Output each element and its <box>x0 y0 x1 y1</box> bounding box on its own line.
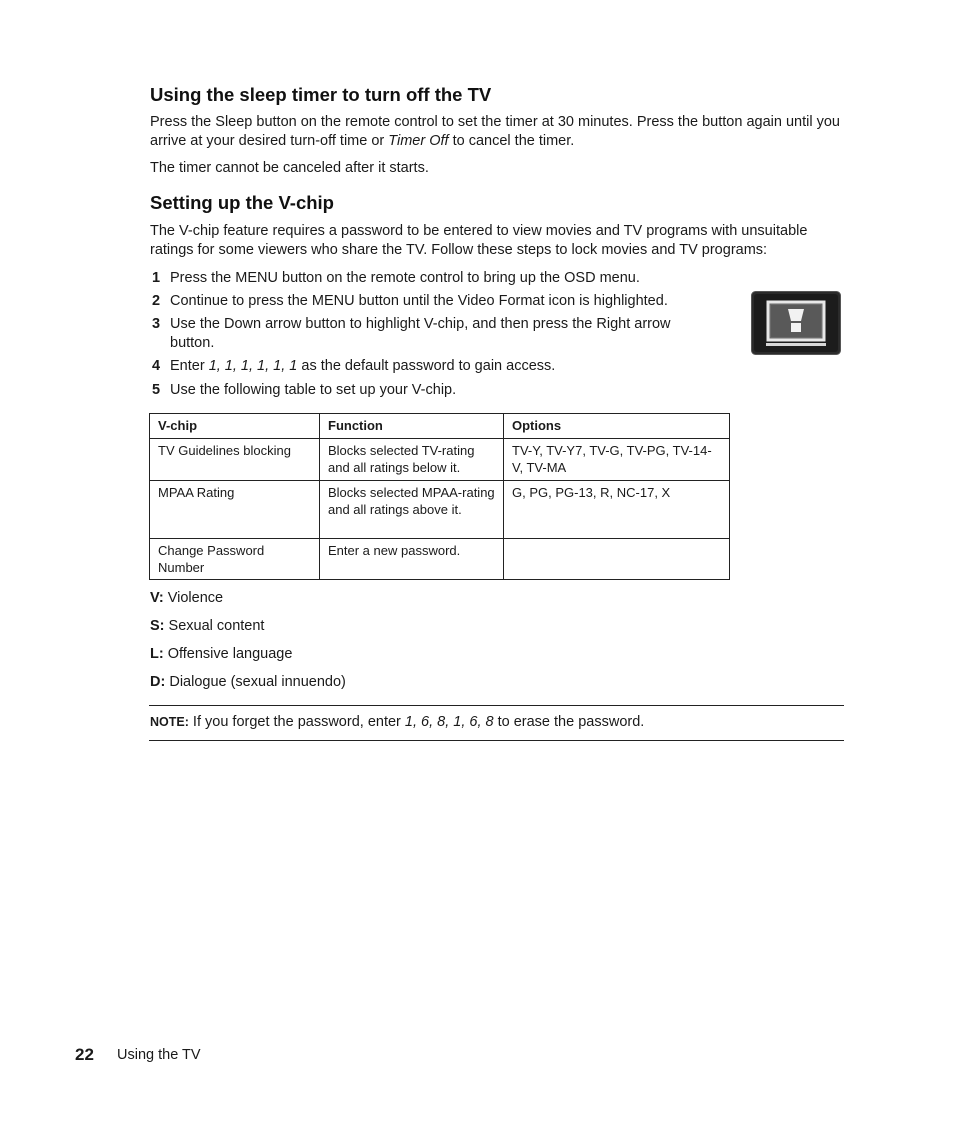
tv-video-format-icon <box>751 291 841 355</box>
footer-section-title: Using the TV <box>117 1047 201 1063</box>
vchip-heading: Setting up the V-chip <box>150 192 334 213</box>
vchip-intro: The V-chip feature requires a password to be entered to view movies and TV programs with unsuitable ratings for some viewers who share the TV. Follow these steps to lock movies and TV programs: <box>150 223 808 258</box>
step-3: 3 Use the Down arrow button to highlight V-chip, and then press the Right arrow button. <box>152 316 671 351</box>
table-cell: Enter a new password. <box>320 539 504 580</box>
table-cell: TV Guidelines blocking <box>150 439 320 481</box>
table-cell: MPAA Rating <box>150 481 320 539</box>
table-cell: Change Password Number <box>150 539 320 580</box>
note-top-rule <box>149 705 844 706</box>
table-cell: G, PG, PG-13, R, NC-17, X <box>504 481 730 539</box>
sleep-timer-paragraph: Press the Sleep button on the remote control to set the timer at 30 minutes. Press the button again until you arrive at your desired turn-off time or Timer Off to cancel the timer. <box>150 114 840 149</box>
legend-offensive-language: L: Offensive language <box>150 646 293 662</box>
col-header-options: Options <box>504 414 730 439</box>
sleep-timer-heading: Using the sleep timer to turn off the TV <box>150 84 492 105</box>
legend-sexual-content: S: Sexual content <box>150 618 265 634</box>
password-note: NOTE: If you forget the password, enter 1, 6, 8, 1, 6, 8 to erase the password. <box>150 714 645 730</box>
step-5: 5 Use the following table to set up your V-chip. <box>152 382 457 398</box>
table-cell: TV-Y, TV-Y7, TV-G, TV-PG, TV-14-V, TV-MA <box>504 439 730 481</box>
table-row <box>150 439 730 481</box>
col-header-function: Function <box>320 414 504 439</box>
note-bottom-rule <box>149 740 844 741</box>
legend-dialogue: D: Dialogue (sexual innuendo) <box>150 674 346 690</box>
table-cell: Blocks selected MPAA-rating and all ratings above it. <box>320 481 504 539</box>
table-row <box>150 481 730 539</box>
sleep-timer-note: The timer cannot be canceled after it starts. <box>150 160 429 176</box>
legend-violence: V: Violence <box>150 590 224 606</box>
table-header-row <box>150 414 730 439</box>
table-cell <box>504 539 730 580</box>
vchip-table <box>149 413 730 580</box>
step-2: 2 Continue to press the MENU button until the Video Format icon is highlighted. <box>152 293 668 309</box>
step-4: 4 Enter 1, 1, 1, 1, 1, 1 as the default password to gain access. <box>152 358 556 374</box>
col-header-vchip: V-chip <box>150 414 320 439</box>
table-cell: Blocks selected TV-rating and all ratings below it. <box>320 439 504 481</box>
table-row <box>150 539 730 580</box>
page-number: 22 <box>75 1045 94 1064</box>
step-1: 1 Press the MENU button on the remote control to bring up the OSD menu. <box>152 270 640 286</box>
